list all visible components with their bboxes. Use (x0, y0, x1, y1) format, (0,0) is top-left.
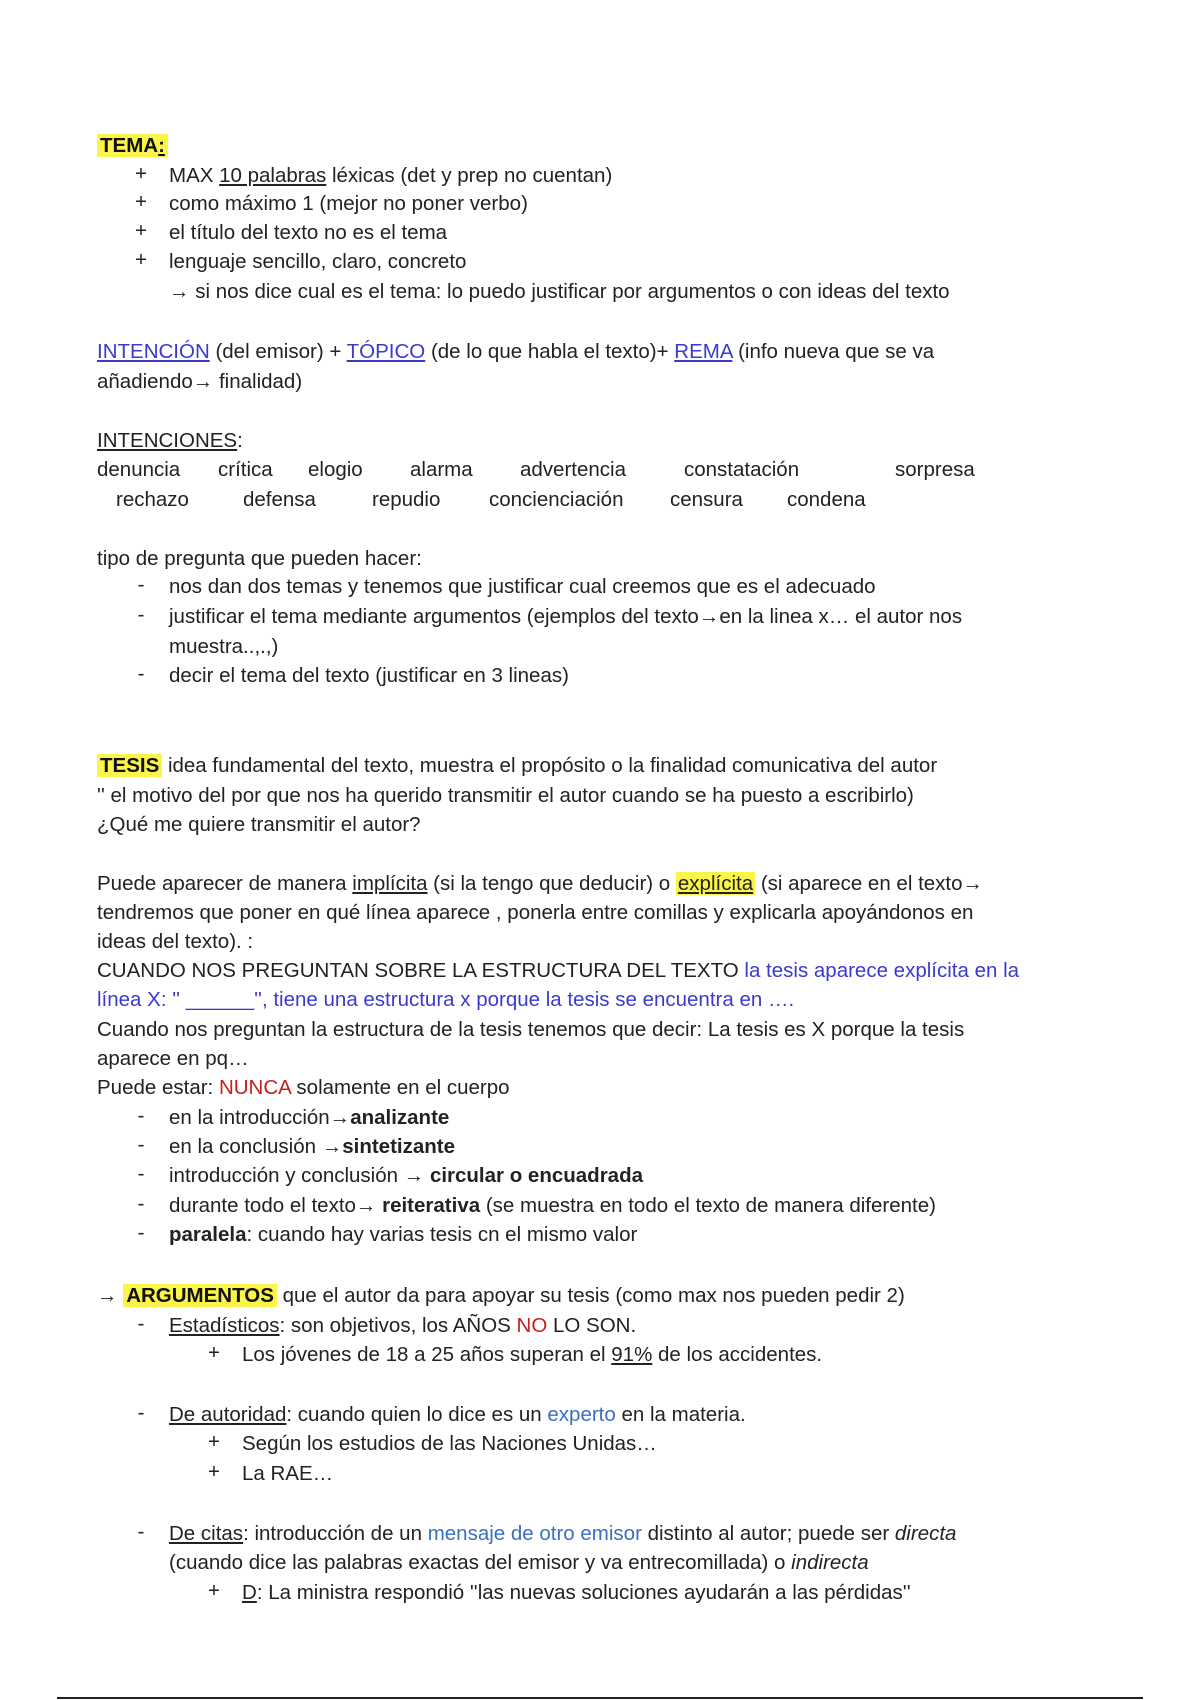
estructura-analizante (169, 1104, 449, 1132)
pregunta-2-cont: muestra..,.,) (169, 635, 279, 658)
aut-underline: De autoridad (169, 1403, 287, 1426)
est-a: : son objetivos, los AÑOS (279, 1314, 517, 1337)
estructura-circular (169, 1162, 643, 1190)
tema-bullet-1 (169, 162, 612, 190)
cit-l2a: (cuando dice las palabras exactas del emisor y va entrecomillada) o (169, 1551, 792, 1574)
footer-rule (57, 1697, 1143, 1699)
tesis-def-1-text: idea fundamental del texto, muestra el propósito o la finalidad comunicativa del autor (162, 754, 938, 777)
bullet-dash: - (137, 662, 145, 685)
cit-a: : introducción de un (243, 1522, 428, 1545)
s3-b: circular o encuadrada (429, 1164, 643, 1187)
argumentos-rest: que el autor da para apoyar su tesis (como max nos pueden pedir 2) (276, 1284, 905, 1307)
preguntas-intro: tipo de pregunta que pueden hacer: (97, 547, 422, 570)
est-underline: Estadísticos (169, 1314, 280, 1337)
intencion-word: crítica (218, 458, 273, 481)
bullet-plus: + (208, 1430, 220, 1453)
bullet-plus: + (135, 190, 147, 213)
estructura-tesis-1: Cuando nos preguntan la estructura de la tesis tenemos que decir: La tesis es X porque la tesis (97, 1018, 965, 1041)
tesis-def-2: '' el motivo del por que nos ha querido transmitir el autor cuando se ha puesto a escribirlo) (97, 784, 914, 807)
bullet-dash: - (137, 1312, 145, 1335)
cit-indirecta: indirecta (791, 1551, 869, 1574)
bullet-dash: - (137, 573, 145, 596)
cit-blue: mensaje de otro emisor (427, 1522, 642, 1545)
formula-text-3: (info nueva que se va (732, 340, 935, 363)
bullet-plus: + (135, 248, 147, 271)
formula-line-2: añadiendo→ finalidad) (97, 370, 303, 393)
argumentos-arrow: → (97, 1284, 124, 1307)
tesis-p1-line1 (97, 870, 983, 898)
s2-b: sintetizante (342, 1135, 455, 1158)
aut-a: : cuando quien lo dice es un (286, 1403, 548, 1426)
cit-directa: directa (894, 1522, 957, 1545)
tesis-p1-line2: tendremos que poner en qué línea aparece , ponerla entre comillas y explicarla apoyándonos en (97, 901, 974, 924)
bullet-dash: - (137, 1162, 145, 1185)
arg-citas (169, 1520, 956, 1548)
puede-a: Puede estar: (97, 1076, 219, 1099)
puede-estar (97, 1074, 510, 1102)
bullet-plus: + (208, 1460, 220, 1483)
tema-colon: : (158, 134, 165, 157)
estructura-line-2: línea X: '' ______'', tiene una estructura x porque la tesis se encuentra en …. (97, 988, 795, 1011)
est-no: NO (516, 1314, 548, 1337)
arg-citas-line2 (169, 1549, 869, 1577)
tema-heading (97, 132, 168, 160)
estructura-paralela (169, 1221, 637, 1249)
puede-b: solamente en el cuerpo (290, 1076, 510, 1099)
nunca-word: NUNCA (218, 1076, 291, 1099)
est-ex-a: Los jóvenes de 18 a 25 años superan el (242, 1343, 612, 1366)
bullet-plus: + (135, 219, 147, 242)
intencion-link: INTENCIÓN (97, 340, 210, 363)
tema-bullet-2: como máximo 1 (mejor no poner verbo) (169, 192, 528, 215)
argumentos-heading-line (97, 1282, 905, 1310)
arg-autoridad (169, 1401, 746, 1429)
tema-b1-pre: MAX (169, 164, 220, 187)
arg-estadisticos-ejemplo (242, 1341, 822, 1369)
tema-note: → si nos dice cual es el tema: lo puedo justificar por argumentos o con ideas del texto (169, 280, 950, 303)
aut-blue: experto (547, 1403, 616, 1426)
tesis-def-1 (97, 752, 937, 780)
tema-highlight (97, 134, 168, 157)
arg-estadisticos (169, 1312, 636, 1340)
bullet-plus: + (135, 162, 147, 185)
tema-b1-underline: 10 palabras (219, 164, 327, 187)
bullet-dash: - (137, 1520, 145, 1543)
intencion-word: denuncia (97, 458, 181, 481)
estructura-sintetizante (169, 1133, 455, 1161)
tesis-p1-line3: ideas del texto). : (97, 930, 254, 953)
aut-b: en la materia. (615, 1403, 746, 1426)
tesis-p1-c: (si aparece en el texto→ (755, 872, 984, 895)
pregunta-1: nos dan dos temas y tenemos que justificar cual creemos que es el adecuado (169, 575, 876, 598)
cit-b: distinto al autor; puede ser (641, 1522, 895, 1545)
s4-a: durante todo el texto→ (169, 1194, 383, 1217)
estructura-reiterativa (169, 1192, 936, 1220)
intenciones-colon: : (237, 429, 243, 452)
s5-c: : cuando hay varias tesis cn el mismo valor (246, 1223, 638, 1246)
arg-citas-ejemplo (242, 1579, 911, 1607)
cit-underline: De citas (169, 1522, 244, 1545)
bullet-dash: - (137, 1133, 145, 1156)
bullet-dash: - (137, 1221, 145, 1244)
cit-ex-b: : La ministra respondió ''las nuevas soluciones ayudarán a las pérdidas'' (256, 1581, 911, 1604)
arg-autoridad-ejemplo-2: La RAE… (242, 1462, 334, 1485)
intencion-word: rechazo (116, 488, 189, 511)
intencion-word: alarma (410, 458, 473, 481)
intencion-word: defensa (243, 488, 316, 511)
bullet-dash: - (137, 1192, 145, 1215)
bullet-dash: - (137, 603, 145, 626)
tema-bullet-3: el título del texto no es el tema (169, 221, 448, 244)
pregunta-3: decir el tema del texto (justificar en 3 lineas) (169, 664, 569, 687)
estructura-line-1 (97, 957, 1019, 985)
s3-a: introducción y conclusión → (169, 1164, 430, 1187)
s4-c: (se muestra en todo el texto de manera diferente) (480, 1194, 936, 1217)
pregunta-2: justificar el tema mediante argumentos (ejemplos del texto→en la linea x… el autor nos (169, 605, 963, 628)
bullet-plus: + (208, 1341, 220, 1364)
formula-text-1: (del emisor) + (209, 340, 347, 363)
s1-b: analizante (350, 1106, 450, 1129)
estructura-caps: CUANDO NOS PREGUNTAN SOBRE LA ESTRUCTURA DEL TEXTO (97, 959, 745, 982)
bullet-dash: - (137, 1104, 145, 1127)
s5-b: paralela (169, 1223, 247, 1246)
estructura-blue-1: la tesis aparece explícita en la (744, 959, 1020, 982)
bullet-dash: - (137, 1401, 145, 1424)
intencion-word: advertencia (520, 458, 626, 481)
intencion-word: concienciación (489, 488, 624, 511)
est-ex-u: 91% (611, 1343, 653, 1366)
intencion-word: repudio (372, 488, 441, 511)
tema-b1-post: léxicas (det y prep no cuentan) (326, 164, 613, 187)
s4-b: reiterativa (382, 1194, 481, 1217)
tema-heading-text: TEMA (100, 134, 159, 157)
formula-line-1 (97, 338, 934, 366)
intenciones-heading-text: INTENCIONES (97, 429, 238, 452)
implicita-term: implícita (352, 872, 428, 895)
bullet-plus: + (208, 1579, 220, 1602)
intencion-word: sorpresa (895, 458, 975, 481)
intencion-word: condena (787, 488, 866, 511)
intencion-word: constatación (684, 458, 800, 481)
explicita-term: explícita (677, 872, 754, 895)
est-b: LO SON. (547, 1314, 637, 1337)
topico-link: TÓPICO (346, 340, 426, 363)
tesis-heading: TESIS (97, 754, 162, 777)
cit-ex-u: D (242, 1581, 257, 1604)
formula-text-2: (de lo que habla el texto)+ (425, 340, 675, 363)
s1-a: en la introducción→ (169, 1106, 351, 1129)
intencion-word: elogio (308, 458, 363, 481)
intencion-word: censura (670, 488, 743, 511)
intenciones-heading (97, 427, 243, 455)
tesis-def-3: ¿Qué me quiere transmitir el autor? (97, 813, 421, 836)
s2-a: en la conclusión → (169, 1135, 343, 1158)
arg-autoridad-ejemplo-1: Según los estudios de las Naciones Unidas… (242, 1432, 657, 1455)
estructura-tesis-2: aparece en pq… (97, 1047, 249, 1070)
tesis-p1-a: Puede aparecer de manera (97, 872, 353, 895)
argumentos-heading: ARGUMENTOS (123, 1284, 277, 1307)
est-ex-b: de los accidentes. (652, 1343, 823, 1366)
tema-bullet-4: lenguaje sencillo, claro, concreto (169, 250, 467, 273)
rema-link: REMA (674, 340, 733, 363)
tesis-p1-b: (si la tengo que deducir) o (427, 872, 676, 895)
